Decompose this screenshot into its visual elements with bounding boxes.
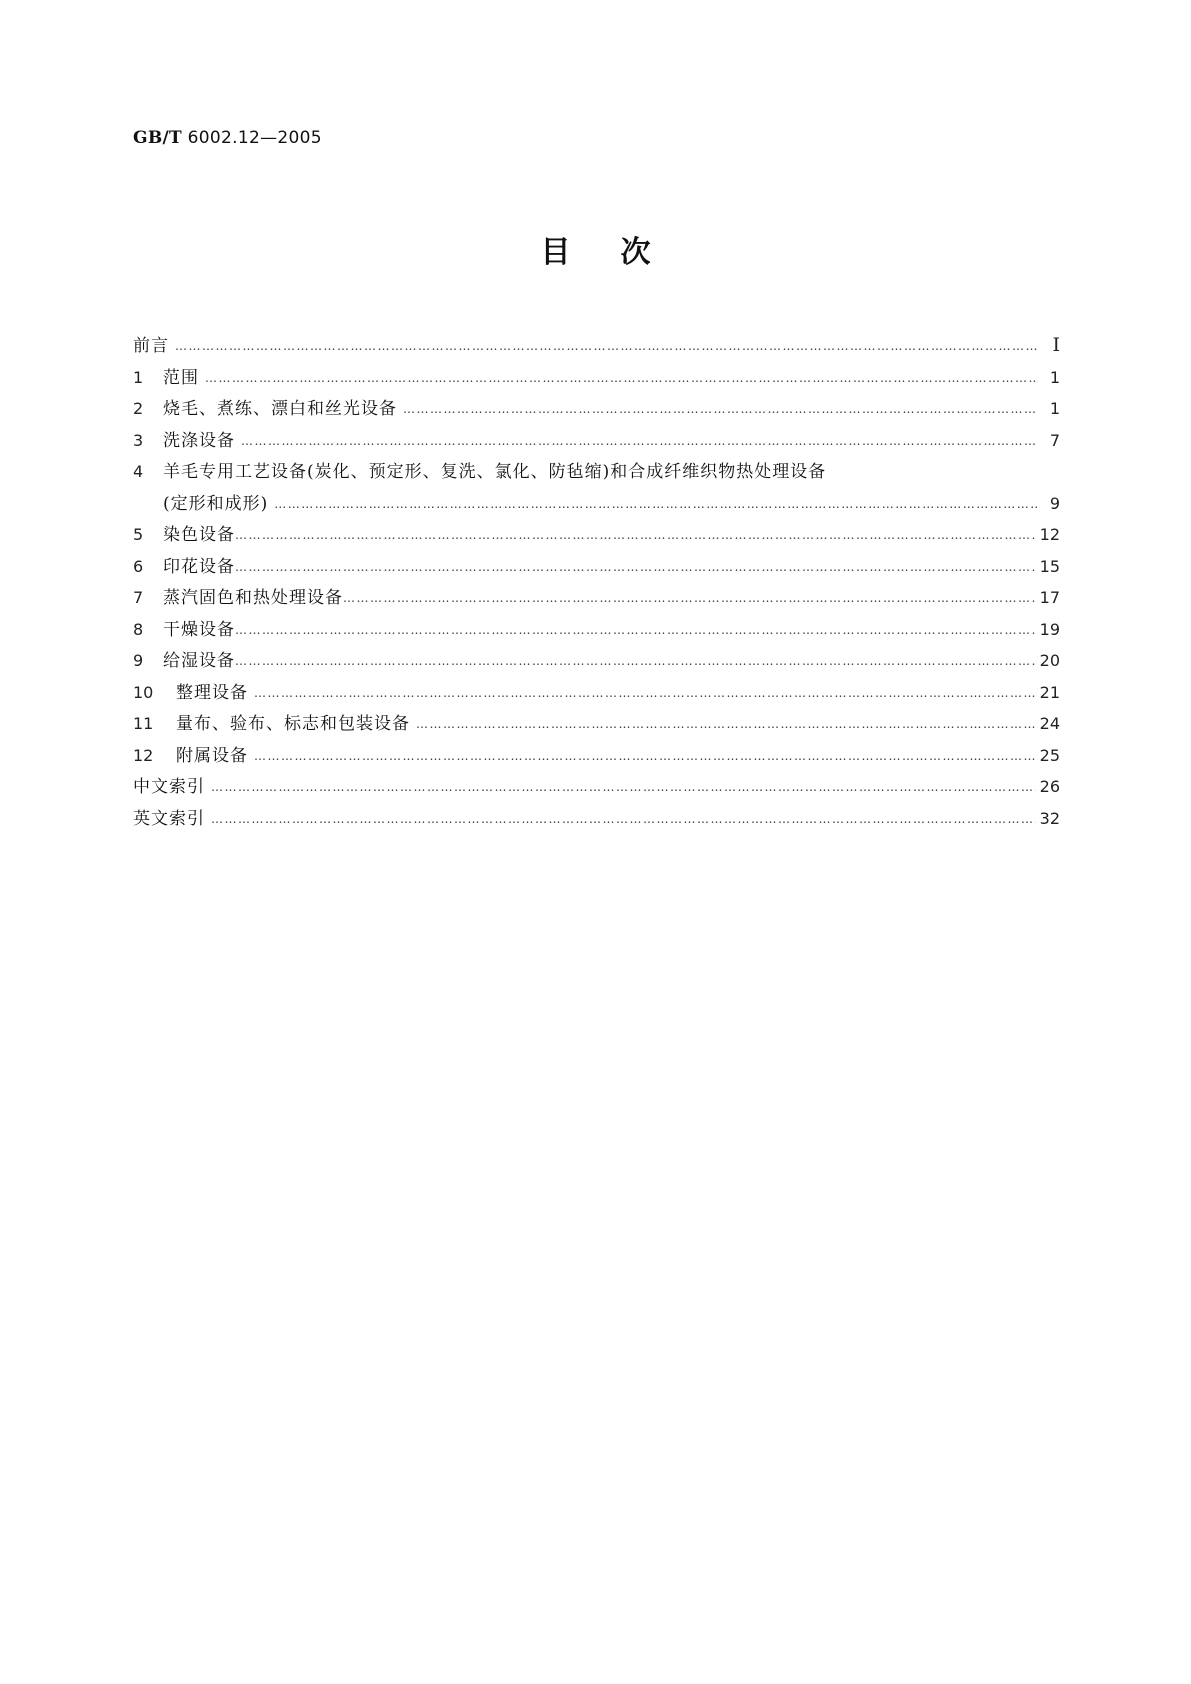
toc-entry-3[interactable] <box>133 425 1060 457</box>
toc-entry-number: 11 <box>133 714 154 733</box>
toc-entry-preface[interactable] <box>133 330 1060 362</box>
toc-entry-label: 前言 <box>133 336 169 356</box>
toc-leader-dots <box>235 615 1036 647</box>
toc-entry-page: 26 <box>1039 777 1060 796</box>
toc-entry-label: 附属设备 <box>176 745 248 766</box>
toc-entry-page: 1 <box>1049 399 1060 418</box>
toc-entry-page: 7 <box>1049 430 1060 450</box>
toc-entry-number: 3 <box>133 430 144 450</box>
toc-leader-dots <box>211 772 1036 804</box>
standard-code <box>133 128 322 148</box>
toc-entry-number: 4 <box>133 462 144 481</box>
toc-entry-label: 英文索引 <box>133 808 205 829</box>
toc-leader-dots <box>235 646 1036 678</box>
toc-entry-11[interactable] <box>133 708 1060 740</box>
toc-entry-page: 20 <box>1039 651 1060 670</box>
toc-entry-5[interactable] <box>133 519 1060 551</box>
toc-entry-number: 5 <box>133 525 144 544</box>
toc-title: 目次 <box>540 235 701 270</box>
toc-leader-dots <box>175 331 1038 363</box>
toc-entry-page: 17 <box>1039 588 1060 607</box>
toc-leader-dots <box>254 678 1036 710</box>
toc-entry-page: 15 <box>1039 556 1060 576</box>
toc-leader-dots <box>241 426 1038 458</box>
toc-entry-1[interactable] <box>133 362 1060 394</box>
toc-entry-number: 7 <box>133 588 144 607</box>
toc-entry-9[interactable] <box>133 645 1060 677</box>
toc-entry-page: 21 <box>1039 682 1060 702</box>
toc-leader-dots <box>254 741 1036 773</box>
table-of-contents <box>133 330 1060 834</box>
toc-entry-label: (定形和成形) <box>163 493 269 514</box>
toc-entry-english-index[interactable] <box>133 803 1060 835</box>
toc-entry-10[interactable] <box>133 677 1060 709</box>
toc-leader-dots <box>205 363 1038 395</box>
toc-entry-label: 给湿设备 <box>163 651 235 671</box>
toc-leader-dots <box>274 489 1038 521</box>
toc-entry-12[interactable] <box>133 740 1060 772</box>
toc-entry-page: 25 <box>1039 745 1060 765</box>
toc-entry-number: 2 <box>133 399 144 418</box>
toc-leader-dots <box>211 804 1036 836</box>
toc-entry-number: 9 <box>133 651 144 670</box>
toc-entry-4[interactable] <box>133 456 1060 488</box>
toc-leader-dots <box>403 394 1038 426</box>
toc-entry-8[interactable] <box>133 614 1060 646</box>
toc-entry-page: 32 <box>1039 808 1060 828</box>
toc-entry-label: 染色设备 <box>163 525 235 545</box>
toc-entry-page: Ⅰ <box>1052 334 1060 356</box>
toc-entry-7[interactable] <box>133 582 1060 614</box>
toc-entry-label: 印花设备 <box>163 556 235 577</box>
toc-leader-dots <box>235 520 1036 552</box>
toc-entry-4-continued[interactable] <box>133 488 1060 520</box>
toc-entry-number: 12 <box>133 745 154 765</box>
toc-entry-page: 9 <box>1049 493 1060 513</box>
standard-code-number: 6002.12—2005 <box>187 128 322 148</box>
standard-code-prefix: GB/T <box>133 128 182 148</box>
toc-entry-page: 1 <box>1049 367 1060 387</box>
toc-entry-label: 烧毛、煮练、漂白和丝光设备 <box>163 399 397 419</box>
toc-entry-number: 10 <box>133 682 154 702</box>
toc-entry-number: 8 <box>133 619 144 639</box>
toc-entry-label: 羊毛专用工艺设备(炭化、预定形、复洗、氯化、防毡缩)和合成纤维织物热处理设备 <box>163 462 827 482</box>
toc-entry-number: 6 <box>133 556 144 576</box>
toc-entry-number: 1 <box>133 367 144 387</box>
toc-entry-page: 19 <box>1039 619 1060 639</box>
toc-leader-dots <box>343 583 1036 615</box>
toc-entry-label: 量布、验布、标志和包装设备 <box>176 714 410 734</box>
toc-entry-2[interactable] <box>133 393 1060 425</box>
toc-entry-page: 24 <box>1039 714 1060 733</box>
toc-entry-label: 洗涤设备 <box>163 430 235 451</box>
toc-entry-label: 整理设备 <box>176 682 248 703</box>
toc-leader-dots <box>235 552 1036 584</box>
toc-entry-6[interactable] <box>133 551 1060 583</box>
toc-entry-label: 范围 <box>163 367 199 388</box>
toc-entry-chinese-index[interactable] <box>133 771 1060 803</box>
toc-entry-label: 中文索引 <box>133 777 205 797</box>
toc-entry-page: 12 <box>1039 525 1060 544</box>
toc-entry-label: 蒸汽固色和热处理设备 <box>163 588 343 608</box>
toc-leader-dots <box>416 709 1036 741</box>
toc-entry-label: 干燥设备 <box>163 619 235 640</box>
